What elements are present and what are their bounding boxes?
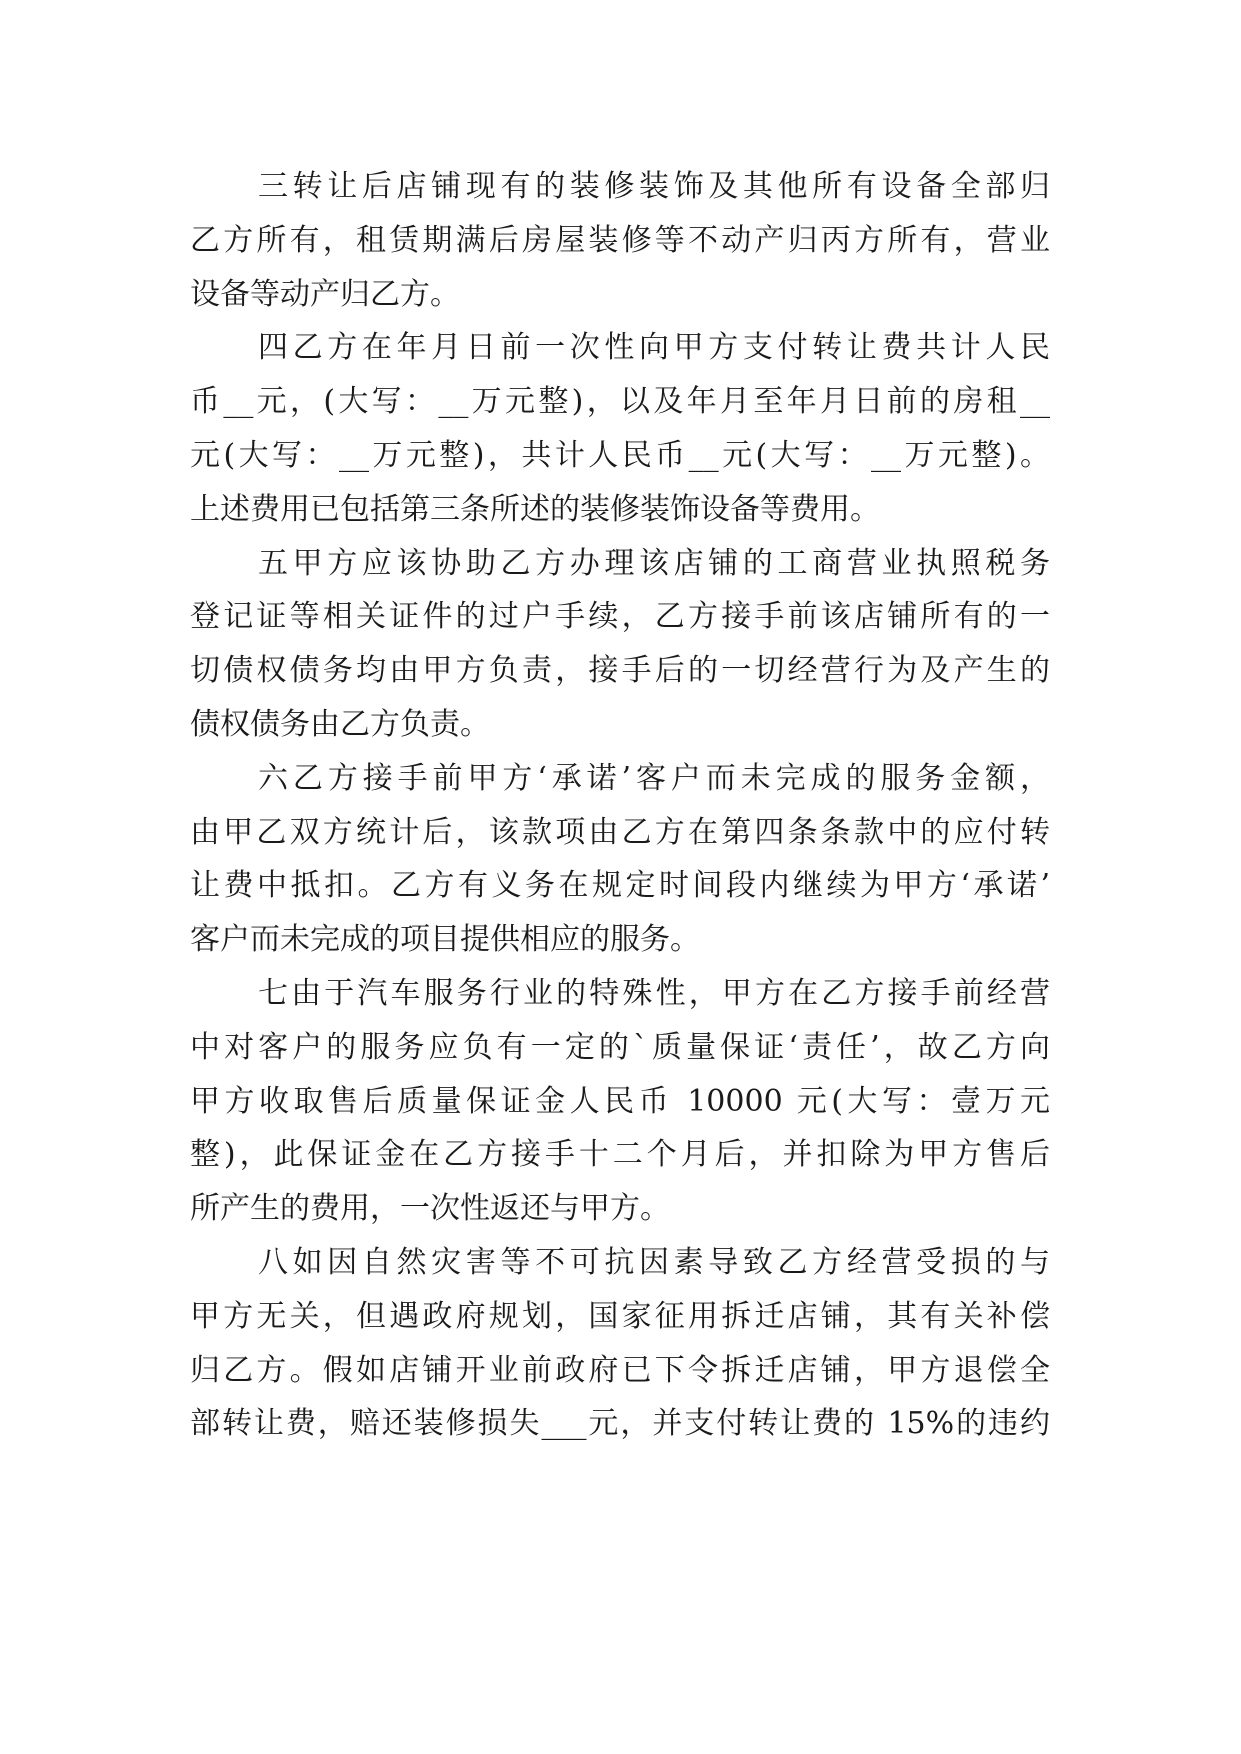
text-line: 登记证等相关证件的过户手续，乙方接手前该店铺所有的一 (190, 599, 1050, 635)
text-line: 五甲方应该协助乙方办理该店铺的工商营业执照税务 (258, 545, 1050, 581)
text-line: 六乙方接手前甲方‘承诺’客户而未完成的服务金额， (258, 760, 1050, 796)
text-line: 乙方所有，租赁期满后房屋装修等不动产归丙方所有，营业 (190, 222, 1050, 258)
text-line: 设备等动产归乙方。 (190, 276, 460, 312)
text-line: 中对客户的服务应负有一定的`质量保证‘责任’，故乙方向 (190, 1029, 1050, 1065)
text-line: 部转让费，赔还装修损失___元，并支付转让费的 15%的违约 (190, 1406, 1050, 1442)
paragraph-clause-3 (190, 160, 1050, 321)
document-body (190, 160, 1050, 1451)
paragraph-clause-5 (190, 537, 1050, 752)
text-line: 甲方无关，但遇政府规划，国家征用拆迁店铺，其有关补偿 (190, 1298, 1050, 1334)
text-line: 币__元，(大写：__万元整)，以及年月至年月日前的房租__ (190, 384, 1050, 420)
text-line: 所产生的费用，一次性返还与甲方。 (190, 1191, 670, 1227)
text-line: 元(大写：__万元整)，共计人民币__元(大写：__万元整)。 (190, 437, 1050, 473)
text-line: 切债权债务均由甲方负责，接手后的一切经营行为及产生的 (190, 653, 1050, 689)
paragraph-clause-8 (190, 1236, 1050, 1451)
text-line: 四乙方在年月日前一次性向甲方支付转让费共计人民 (258, 330, 1050, 366)
text-line: 整)，此保证金在乙方接手十二个月后，并扣除为甲方售后 (190, 1137, 1050, 1173)
text-line: 由甲乙双方统计后，该款项由乙方在第四条条款中的应付转 (190, 814, 1050, 850)
text-line: 上述费用已包括第三条所述的装修装饰设备等费用。 (190, 491, 880, 527)
text-line: 三转让后店铺现有的装修装饰及其他所有设备全部归 (258, 169, 1050, 204)
text-line: 债权债务由乙方负责。 (190, 706, 490, 742)
paragraph-clause-6 (190, 752, 1050, 967)
text-line: 归乙方。假如店铺开业前政府已下令拆迁店铺，甲方退偿全 (190, 1352, 1050, 1388)
text-line: 七由于汽车服务行业的特殊性，甲方在乙方接手前经营 (258, 975, 1050, 1011)
text-line: 客户而未完成的项目提供相应的服务。 (190, 922, 700, 958)
text-line: 八如因自然灾害等不可抗因素导致乙方经营受损的与 (258, 1244, 1050, 1280)
text-line: 甲方收取售后质量保证金人民币 10000 元(大写：壹万元 (190, 1083, 1050, 1119)
paragraph-clause-4 (190, 321, 1050, 536)
text-line: 让费中抵扣。乙方有义务在规定时间段内继续为甲方‘承诺’ (190, 868, 1050, 904)
paragraph-clause-7 (190, 967, 1050, 1236)
